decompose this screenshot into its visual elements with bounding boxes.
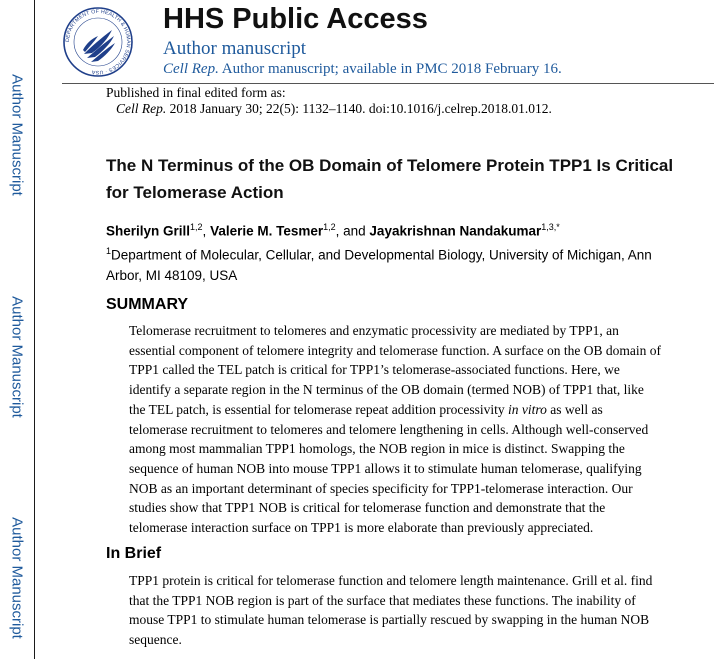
affiliation (106, 241, 686, 286)
citation-line (116, 101, 552, 117)
summary-text: the TEL patch, is essential for telomerase repeat addition processivity (129, 401, 509, 417)
affiliation-sup: 1 (106, 246, 112, 256)
in-brief-body (129, 571, 707, 650)
author-list (106, 222, 560, 239)
svg-text:DEPARTMENT OF HEALTH & HUMAN S: DEPARTMENT OF HEALTH & HUMAN SERVICES · USA (64, 8, 132, 76)
summary-line: studies show that TPP1 NOB is critical for telomerase function and demonstrate that the (129, 500, 606, 516)
author-affil-sup: 1,2 (323, 222, 336, 232)
in-vitro-italic: in vitro (508, 401, 547, 417)
summary-line (129, 400, 707, 420)
author-name: Sherilyn Grill (106, 223, 191, 239)
in-brief-heading: In Brief (106, 545, 162, 562)
author-affil-sup: 1,3,* (541, 222, 560, 232)
article-title: The N Terminus of the OB Domain of Telomere Protein TPP1 Is Critical for Telomerase Action (106, 156, 674, 202)
summary-line: TPP1 called the TEL patch is critical for TPP1’s telomerase-associated functions. Here, we (129, 362, 620, 378)
author-name: Jayakrishnan Nandakumar (369, 223, 542, 239)
author-manuscript-subtitle: Author manuscript (163, 38, 307, 59)
author-separator: , and (335, 223, 370, 239)
hhs-eagle-logo (62, 6, 134, 78)
availability-line (163, 61, 562, 78)
summary-text: as well as (546, 401, 603, 417)
summary-line: essential component of telomere integrity and telomerase function. A surface on the OB domain of (129, 342, 661, 358)
author-name: Valerie M. Tesmer (210, 223, 324, 239)
summary-line: Telomerase recruitment to telomeres and enzymatic processivity are mediated by TPP1, an (129, 323, 619, 338)
author-affil-sup: 1,2 (190, 222, 203, 232)
author-manuscript-sidebar: Author Manuscript Author Manuscript Author Manuscript (0, 0, 35, 659)
summary-line: among most mammalian TPP1 homologs, the NOB region in mice is distinct. Swapping the (129, 441, 625, 457)
summary-line: telomerase recruitment to telomeres and telomere lengthening in cells. Although well-conserved (129, 421, 649, 437)
published-intro: Published in final edited form as: (106, 85, 286, 100)
brief-line: that the TPP1 NOB region is part of the surface that mediates these functions. The inability of (129, 592, 636, 608)
summary-body (129, 321, 707, 538)
brief-line: sequence. (129, 632, 182, 648)
summary-line: identify a separate region in the N terminus of the OB domain (termed NOB) of TPP1 that, like (129, 382, 644, 398)
availability-text: Author manuscript; available in PMC 2018 February 16. (218, 61, 562, 77)
author-separator: , (202, 223, 211, 239)
summary-line: sequence of human NOB into mouse TPP1 allows it to stimulate human telomerase, qualifying (129, 460, 642, 476)
header-divider (62, 83, 714, 84)
affiliation-text: Department of Molecular, Cellular, and Developmental Biology, University of Michigan, Ann Arbor, MI 48109, USA (106, 247, 652, 283)
summary-line: NOB as an important determinant of species specificity for TPP1-telomerase interaction. Our (129, 480, 633, 496)
summary-heading: SUMMARY (106, 296, 189, 313)
summary-line: telomerase interaction surface on TPP1 is more elaborate than previously appreciated. (129, 520, 594, 536)
citation-journal: Cell Rep. (116, 101, 167, 116)
journal-name: Cell Rep. (163, 61, 219, 77)
citation-details: 2018 January 30; 22(5): 1132–1140. doi:10.1016/j.celrep.2018.01.012. (166, 101, 552, 116)
hhs-public-access-title: HHS Public Access (163, 3, 428, 35)
brief-line: TPP1 protein is critical for telomerase function and telomere length maintenance. Grill et al. find (129, 573, 653, 588)
brief-line: mouse TPP1 to stimulate human telomerase is partially rescued by swapping in the human NOB (129, 612, 650, 628)
